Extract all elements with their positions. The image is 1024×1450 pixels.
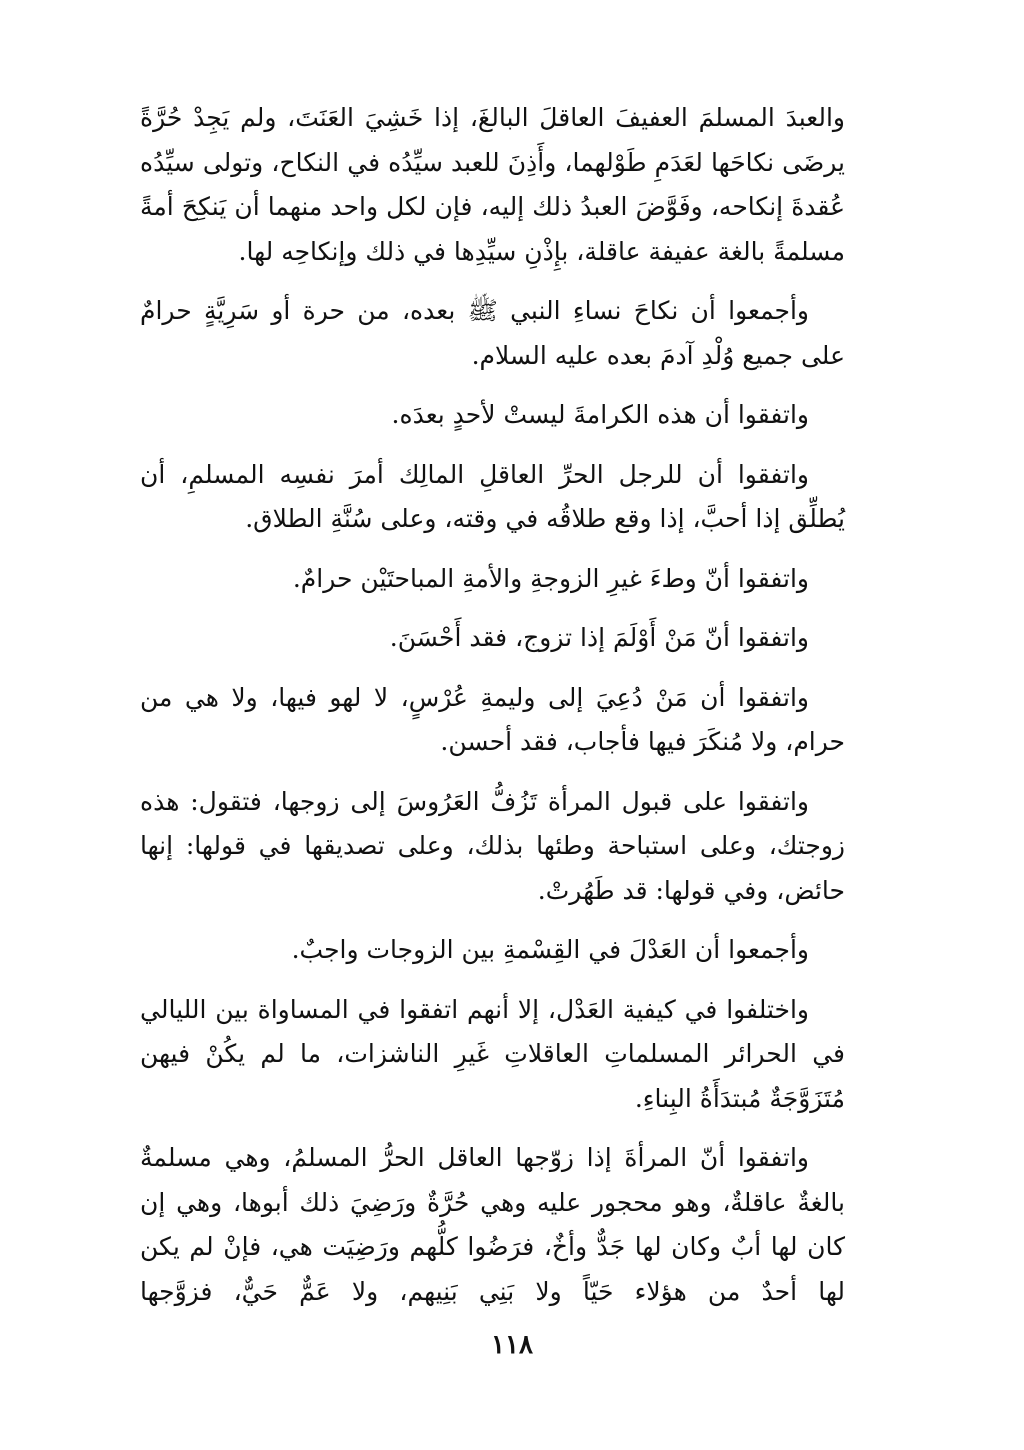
paragraph-4: واتفقوا أن للرجل الحرِّ العاقلِ المالِك أمرَ نفسِه المسلمِ، أن يُطلِّق إذا أحبَّ، إذا وقع طلاقُه في وقته، وعلى سُنَّةِ الطلاق. xyxy=(140,459,845,533)
paragraph-1: والعبدَ المسلمَ العفيفَ العاقلَ البالغَ، إذا خَشِيَ العَنَتَ، ولم يَجِدْ حُرَّةً يرضَى نكاحَها لعَدَمِ طَوْلهما، وأَذِنَ للعبد سيِّدُه في النكاح، وتولى سيِّدُه عُقدةَ إنكاحه، وفَوَّضَ العبدُ ذلك إليه، فإن لكل واحد منهما أن يَنكِحَ أمةً مسلمةً بالغة عفيفة عاقلة، بإِذْنِ سيِّدِها في ذلك وإنكاحِه لها. xyxy=(140,103,845,266)
paragraph-2: وأجمعوا أن نكاحَ نساءِ النبي ﷺ بعده، من حرة أو سَرِيَّةٍ حرامٌ على جميع وُلْدِ آدمَ بعده عليه السلام. xyxy=(140,296,845,370)
paragraph-8: واتفقوا على قبول المرأة تَزُفُّ العَرُوسَ إلى زوجها، فتقول: هذه زوجتك، وعلى استباحة وطئها بذلك، وعلى تصديقها في قولها: إنها حائض، وفي قولها: قد طَهُرتْ. xyxy=(140,786,845,905)
paragraph-10: واختلفوا في كيفية العَدْل، إلا أنهم اتفقوا في المساواة بين الليالي في الحرائر المسلماتِ العاقلاتِ غَيرِ الناشزات، ما لم يكُنْ فيهن مُتَزَوَّجَةٌ مُبتدَأَةُ البِناءِ. xyxy=(140,994,845,1113)
page-body-text xyxy=(140,96,845,1314)
paragraph-6: واتفقوا أنّ مَنْ أَوْلَمَ إذا تزوج، فقد أَحْسَنَ. xyxy=(389,623,809,652)
paragraph-7: واتفقوا أن مَنْ دُعِيَ إلى وليمةِ عُرْسٍ، لا لهو فيها، ولا هي من حرام، ولا مُنكَرَ فيها فأجاب، فقد أحسن. xyxy=(140,682,845,756)
page-number: ١١٨ xyxy=(491,1330,533,1360)
paragraph-11: واتفقوا أنّ المرأةَ إذا زوّجها العاقل الحرُّ المسلمُ، وهي مسلمةٌ بالغةٌ عاقلةٌ، وهو محجور عليه وهي حُرَّةٌ ورَضِيَ ذلك أبوها، وهي إن كان لها أبٌ وكان لها جَدٌّ وأخٌ، فرَضُوا كلُّهم ورَضِيَت هي، فإنْ لم يكن لها أحدٌ من هؤلاء حَيّاً ولا بَنِي بَنِيهم، ولا عَمٌّ حَيٌّ، فزوَّجها xyxy=(140,1143,845,1306)
paragraph-9: وأجمعوا أن العَدْلَ في القِسْمةِ بين الزوجات واجبٌ. xyxy=(291,935,809,964)
paragraph-5: واتفقوا أنّ وطءَ غيرِ الزوجةِ والأمةِ المباحتَيْن حرامٌ. xyxy=(292,563,809,593)
paragraph-3: واتفقوا أن هذه الكرامةَ ليستْ لأحدٍ بعدَه. xyxy=(391,400,809,429)
